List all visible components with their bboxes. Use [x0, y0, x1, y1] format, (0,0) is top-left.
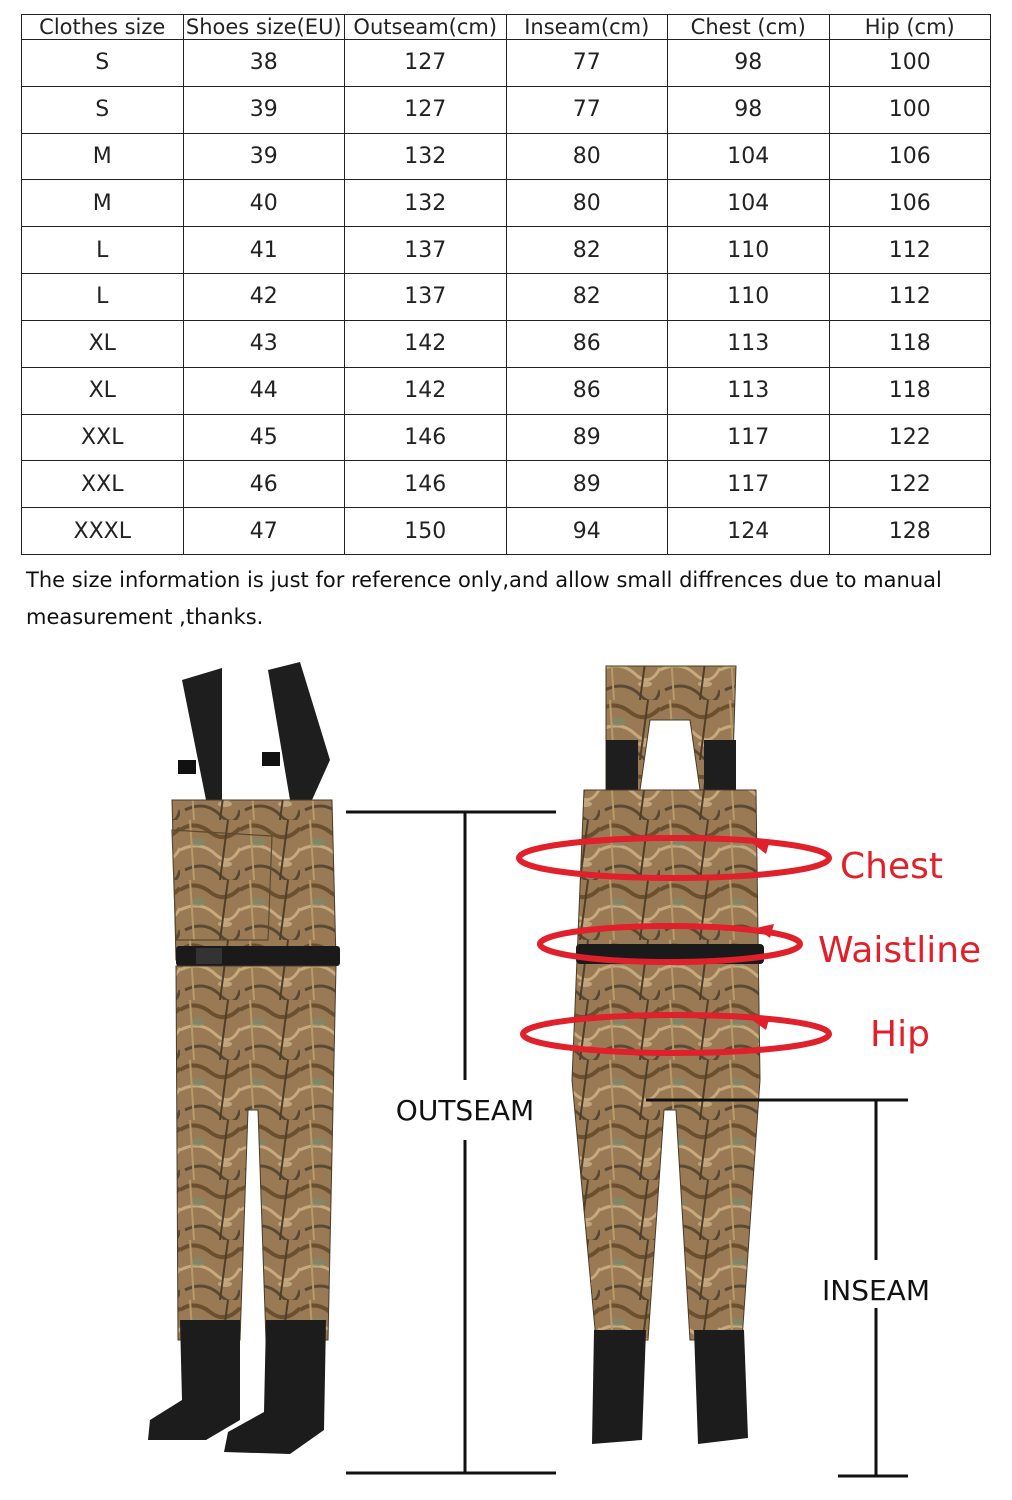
table-cell: 146 — [345, 461, 507, 508]
table-cell: 117 — [668, 461, 830, 508]
table-row — [22, 274, 991, 321]
table-cell: 98 — [668, 86, 830, 133]
table-cell: 150 — [345, 508, 507, 555]
table-cell: 94 — [506, 508, 668, 555]
inseam-label: INSEAM — [822, 1274, 930, 1307]
outseam-label: OUTSEAM — [395, 1094, 535, 1127]
table-cell: 104 — [668, 133, 830, 180]
table-cell: 80 — [506, 133, 668, 180]
table-row — [22, 414, 991, 461]
table-row — [22, 180, 991, 227]
table-cell: 104 — [668, 180, 830, 227]
table-cell: 77 — [506, 86, 668, 133]
table-cell: 46 — [183, 461, 345, 508]
table-cell: 110 — [668, 227, 830, 274]
table-cell: XXXL — [22, 508, 184, 555]
table-cell: 127 — [345, 40, 507, 87]
table-cell: 86 — [506, 367, 668, 414]
table-cell: 132 — [345, 133, 507, 180]
header-clothes-size: Clothes size — [22, 15, 184, 40]
table-cell: 122 — [829, 461, 991, 508]
table-cell: 38 — [183, 40, 345, 87]
table-row — [22, 227, 991, 274]
table-row — [22, 86, 991, 133]
table-row — [22, 367, 991, 414]
header-shoes-size: Shoes size(EU) — [183, 15, 345, 40]
table-cell: 45 — [183, 414, 345, 461]
table-cell: XXL — [22, 414, 184, 461]
front-wader-figure — [148, 662, 340, 1454]
table-cell: XXL — [22, 461, 184, 508]
table-cell: 39 — [183, 86, 345, 133]
table-cell: 110 — [668, 274, 830, 321]
table-cell: XL — [22, 367, 184, 414]
table-cell: 106 — [829, 180, 991, 227]
table-cell: 39 — [183, 133, 345, 180]
size-chart-table — [21, 14, 991, 555]
table-cell: 128 — [829, 508, 991, 555]
table-cell: 82 — [506, 274, 668, 321]
table-row — [22, 320, 991, 367]
header-hip: Hip (cm) — [829, 15, 991, 40]
table-cell: L — [22, 227, 184, 274]
table-cell: M — [22, 133, 184, 180]
table-cell: 44 — [183, 367, 345, 414]
outseam-measure — [346, 812, 556, 1473]
table-cell: 118 — [829, 367, 991, 414]
table-cell: 47 — [183, 508, 345, 555]
waistline-label: Waistline — [818, 930, 982, 971]
table-cell: S — [22, 86, 184, 133]
header-inseam: Inseam(cm) — [506, 15, 668, 40]
table-cell: 113 — [668, 320, 830, 367]
table-row — [22, 40, 991, 87]
table-cell: 106 — [829, 133, 991, 180]
table-cell: 137 — [345, 227, 507, 274]
table-cell: 113 — [668, 367, 830, 414]
table-cell: 112 — [829, 274, 991, 321]
table-cell: 98 — [668, 40, 830, 87]
table-cell: 117 — [668, 414, 830, 461]
header-outseam: Outseam(cm) — [345, 15, 507, 40]
size-disclaimer-note: The size information is just for reference only,and allow small diffrences due to manual measurement ,thanks. — [26, 568, 942, 629]
table-cell: 77 — [506, 40, 668, 87]
table-cell: 118 — [829, 320, 991, 367]
table-cell: 43 — [183, 320, 345, 367]
table-cell: 89 — [506, 414, 668, 461]
header-chest: Chest (cm) — [668, 15, 830, 40]
table-cell: 41 — [183, 227, 345, 274]
table-cell: L — [22, 274, 184, 321]
table-cell: 127 — [345, 86, 507, 133]
table-body — [22, 40, 991, 555]
table-cell: S — [22, 40, 184, 87]
table-cell: 112 — [829, 227, 991, 274]
table-cell: 100 — [829, 40, 991, 87]
table-cell: 100 — [829, 86, 991, 133]
table-header-row — [22, 15, 991, 40]
table-row — [22, 508, 991, 555]
chest-label: Chest — [840, 846, 943, 887]
table-cell: 142 — [345, 367, 507, 414]
table-cell: 42 — [183, 274, 345, 321]
table-row — [22, 133, 991, 180]
table-cell: M — [22, 180, 184, 227]
table-cell: 124 — [668, 508, 830, 555]
wader-measurement-illustration — [0, 640, 1012, 1500]
table-cell: 40 — [183, 180, 345, 227]
table-cell: 82 — [506, 227, 668, 274]
table-cell: 132 — [345, 180, 507, 227]
table-cell: 137 — [345, 274, 507, 321]
table-cell: 80 — [506, 180, 668, 227]
table-cell: 122 — [829, 414, 991, 461]
table-cell: 89 — [506, 461, 668, 508]
table-row — [22, 461, 991, 508]
hip-label: Hip — [870, 1014, 930, 1055]
table-cell: 146 — [345, 414, 507, 461]
table-cell: 142 — [345, 320, 507, 367]
table-cell: 86 — [506, 320, 668, 367]
table-cell: XL — [22, 320, 184, 367]
